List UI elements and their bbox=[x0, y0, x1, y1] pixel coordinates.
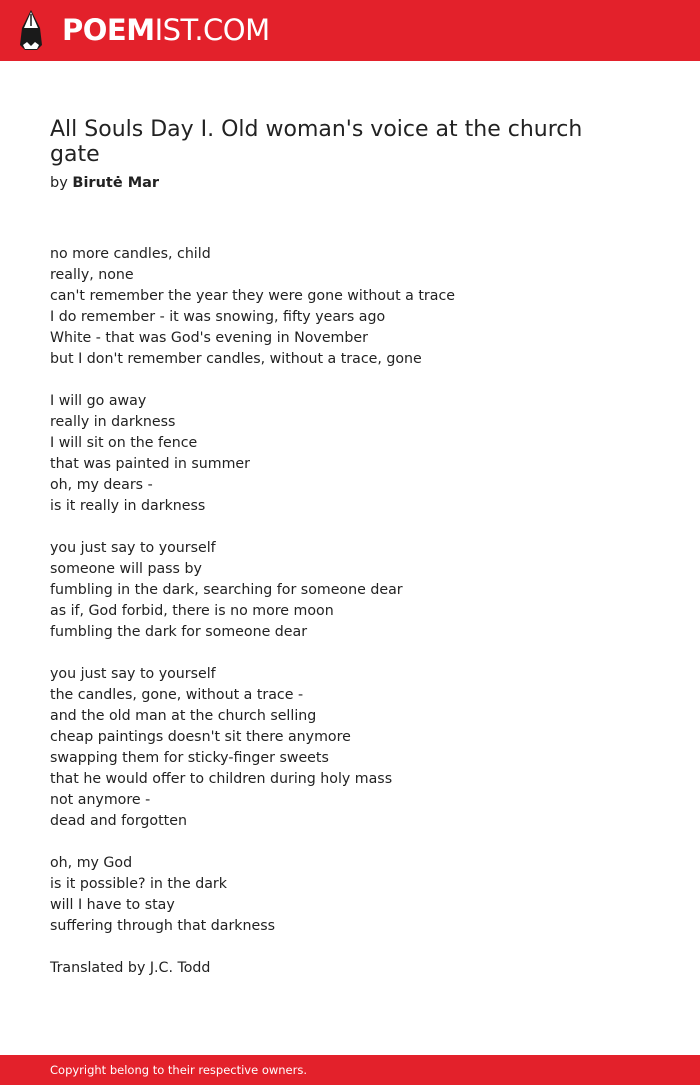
poem-line: that was painted in summer bbox=[50, 456, 250, 472]
translator-credit: Translated by J.C. Todd bbox=[50, 960, 211, 976]
stanza bbox=[50, 538, 650, 643]
site-logo[interactable] bbox=[62, 12, 270, 48]
poem-line: you just say to yourself bbox=[50, 666, 216, 682]
stanza bbox=[50, 664, 650, 832]
logo-bold-text: POEM bbox=[62, 13, 155, 47]
poem-line: someone will pass by bbox=[50, 561, 202, 577]
poem-line: and the old man at the church selling bbox=[50, 708, 317, 724]
poem-line: fumbling the dark for someone dear bbox=[50, 624, 308, 640]
poem-line: the candles, gone, without a trace - bbox=[50, 687, 304, 703]
poem-line: you just say to yourself bbox=[50, 540, 216, 556]
poem-line: oh, my God bbox=[50, 855, 133, 871]
author-name: Birutė Mar bbox=[72, 175, 160, 191]
stanza bbox=[50, 391, 650, 517]
poem-line: White - that was God's evening in November bbox=[50, 330, 368, 346]
poem-line: fumbling in the dark, searching for someone dear bbox=[50, 582, 403, 598]
poem-line: cheap paintings doesn't sit there anymore bbox=[50, 729, 351, 745]
poem-line: I will sit on the fence bbox=[50, 435, 198, 451]
poem-line: is it possible? in the dark bbox=[50, 876, 227, 892]
poem-line: that he would offer to children during holy mass bbox=[50, 771, 393, 787]
site-header bbox=[0, 0, 700, 61]
poem-line: can't remember the year they were gone without a trace bbox=[50, 288, 455, 304]
site-footer bbox=[0, 1055, 700, 1085]
copyright-notice: Copyright belong to their respective owners. bbox=[50, 1063, 308, 1077]
poem-line: suffering through that darkness bbox=[50, 918, 275, 934]
poem-line: really in darkness bbox=[50, 414, 176, 430]
byline bbox=[50, 173, 159, 194]
poem-line: will I have to stay bbox=[50, 897, 175, 913]
poem-line: but I don't remember candles, without a trace, gone bbox=[50, 351, 422, 367]
logo-light-text: IST.COM bbox=[154, 13, 270, 47]
stanza bbox=[50, 244, 650, 370]
poem-body bbox=[50, 244, 650, 979]
poem-line: is it really in darkness bbox=[50, 498, 206, 514]
poem-line: oh, my dears - bbox=[50, 477, 153, 493]
poem-title: All Souls Day I. Old woman's voice at the church gate bbox=[50, 117, 583, 167]
pen-nib-icon[interactable] bbox=[17, 9, 45, 51]
poem-line: dead and forgotten bbox=[50, 813, 187, 829]
stanza bbox=[50, 853, 650, 937]
poem-line: as if, God forbid, there is no more moon bbox=[50, 603, 334, 619]
poem-line: not anymore - bbox=[50, 792, 151, 808]
poem-line: swapping them for sticky-finger sweets bbox=[50, 750, 329, 766]
by-label: by bbox=[50, 175, 68, 191]
poem-line: no more candles, child bbox=[50, 246, 211, 262]
poem-line: I do remember - it was snowing, fifty years ago bbox=[50, 309, 386, 325]
poem-line: really, none bbox=[50, 267, 134, 283]
poem-line: I will go away bbox=[50, 393, 147, 409]
